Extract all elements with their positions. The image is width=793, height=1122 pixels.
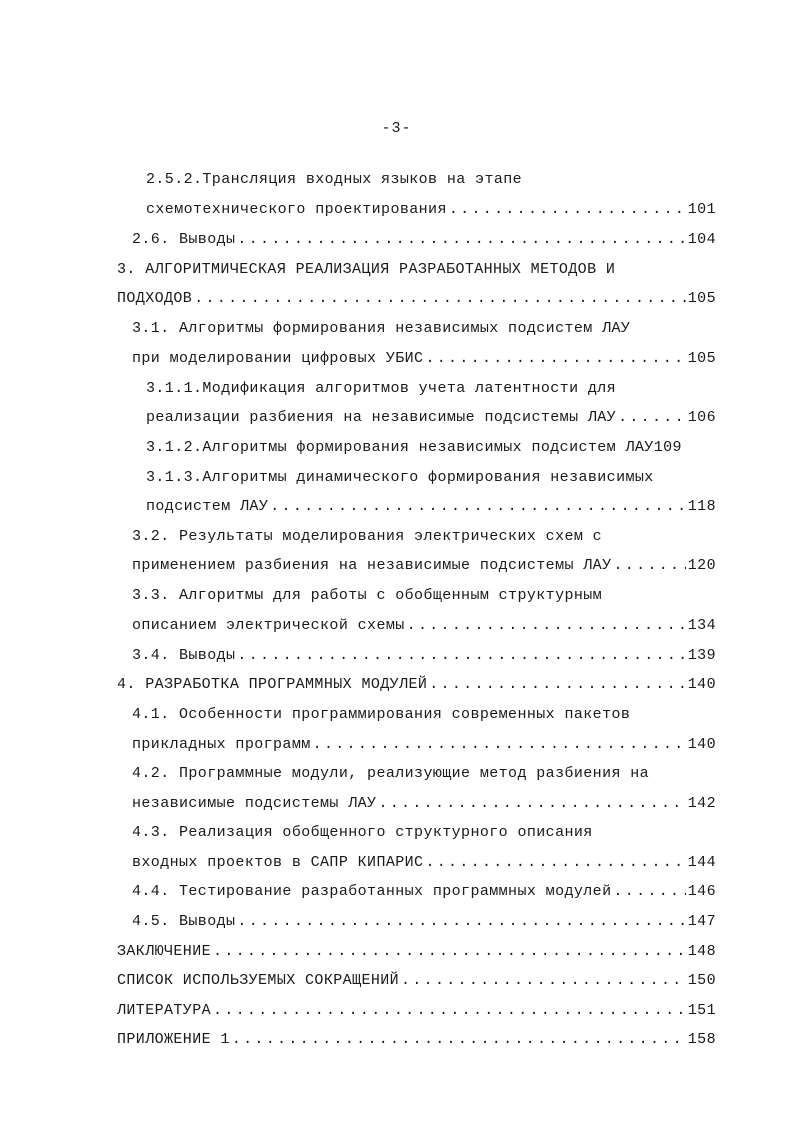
- toc-text: при моделировании цифровых УБИС: [132, 350, 424, 367]
- toc-page: 146: [687, 883, 716, 900]
- toc-page: 150: [687, 972, 716, 989]
- toc-entry-2-5-2-line2: [146, 200, 716, 220]
- toc-page: 120: [687, 557, 716, 574]
- dot-leader: [213, 1001, 686, 1021]
- toc-entry-4-4: [132, 882, 716, 902]
- toc-page: 105: [687, 290, 716, 307]
- toc-entry-3-1-3-line2: [146, 497, 716, 517]
- toc-text: входных проектов в САПР КИПАРИС: [132, 854, 424, 871]
- toc-entry-4: [117, 675, 716, 695]
- dot-leader: [313, 735, 686, 755]
- dot-leader: [613, 882, 685, 902]
- toc-entry-3-1-line1: 3.1. Алгоритмы формирования независимых подсистем ЛАУ: [132, 320, 631, 337]
- toc-entry-4-1-line1: 4.1. Особенности программирования современных пакетов: [132, 706, 631, 723]
- toc-text: 4. РАЗРАБОТКА ПРОГРАММНЫХ МОДУЛЕЙ: [117, 676, 428, 693]
- toc-page: 109: [653, 439, 682, 456]
- toc-entry-3-line2: [117, 289, 716, 309]
- toc-text: описанием электрической схемы: [132, 617, 405, 634]
- toc-entry-3-2-line1: 3.2. Результаты моделирования электрических схем с: [132, 528, 603, 545]
- toc-entry-3-1-3-line1: 3.1.3.Алгоритмы динамического формирования независимых: [146, 469, 654, 486]
- toc-entry-3-1-2: [146, 438, 682, 458]
- toc-text: ЗАКЛЮЧЕНИЕ: [117, 943, 212, 960]
- toc-text: ПРИЛОЖЕНИЕ 1: [117, 1031, 230, 1048]
- toc-entry-abbreviations: [117, 971, 716, 991]
- toc-entry-3-line1: 3. АЛГОРИТМИЧЕСКАЯ РЕАЛИЗАЦИЯ РАЗРАБОТАННЫХ МЕТОДОВ И: [117, 261, 616, 278]
- dot-leader: [425, 349, 685, 369]
- toc-text: прикладных программ: [132, 736, 311, 753]
- toc-entry-4-2-line2: [132, 794, 716, 814]
- dot-leader: [270, 497, 686, 517]
- toc-entry-references: [117, 1001, 716, 1021]
- dot-leader: [232, 1030, 686, 1050]
- toc-entry-appendix-1: [117, 1030, 716, 1050]
- dot-leader: [237, 646, 685, 666]
- toc-text: ПОДХОДОВ: [117, 290, 193, 307]
- toc-entry-4-3-line2: [132, 853, 716, 873]
- toc-page: 104: [687, 231, 716, 248]
- toc-text: ЛИТЕРАТУРА: [117, 1002, 212, 1019]
- toc-text: 2.6. Выводы: [132, 231, 236, 248]
- toc-text: 4.5. Выводы: [132, 913, 236, 930]
- toc-text: схемотехнического проектирования: [146, 201, 447, 218]
- toc-text: реализации разбиения на независимые подсистемы ЛАУ: [146, 409, 617, 426]
- dot-leader: [237, 912, 685, 932]
- dot-leader: [449, 200, 686, 220]
- toc-entry-2-5-2-line1: 2.5.2.Трансляция входных языков на этапе: [146, 171, 523, 188]
- toc-text: СПИСОК ИСПОЛЬЗУЕМЫХ СОКРАЩЕНИЙ: [117, 972, 400, 989]
- toc-page: 118: [687, 498, 716, 515]
- toc-page: 140: [687, 676, 716, 693]
- toc-entry-3-3-line1: 3.3. Алгоритмы для работы с обобщенным структурным: [132, 587, 603, 604]
- toc-page: 139: [687, 647, 716, 664]
- dot-leader: [194, 289, 686, 309]
- dot-leader: [213, 942, 686, 962]
- toc-page: 142: [687, 795, 716, 812]
- dot-leader: [407, 616, 686, 636]
- toc-entry-4-2-line1: 4.2. Программные модули, реализующие метод разбиения на: [132, 765, 650, 782]
- toc-entry-3-2-line2: [132, 556, 716, 576]
- toc-page: 101: [687, 201, 716, 218]
- dot-leader: [378, 794, 685, 814]
- toc-entry-3-1-line2: [132, 349, 716, 369]
- dot-leader: [613, 556, 685, 576]
- toc-entry-3-1-1-line1: 3.1.1.Модификация алгоритмов учета латентности для: [146, 380, 617, 397]
- toc-entry-4-1-line2: [132, 735, 716, 755]
- toc-entry-conclusion: [117, 942, 716, 962]
- toc-entry-2-6: [132, 230, 716, 250]
- dot-leader: [425, 853, 685, 873]
- toc-entry-3-3-line2: [132, 616, 716, 636]
- dot-leader: [618, 408, 686, 428]
- toc-page: 151: [687, 1002, 716, 1019]
- toc-text: 3.1.2.Алгоритмы формирования независимых подсистем ЛАУ: [146, 439, 654, 456]
- toc-page: 134: [687, 617, 716, 634]
- toc-page: 158: [687, 1031, 716, 1048]
- page-number: -3-: [381, 120, 412, 137]
- dot-leader: [429, 675, 686, 695]
- toc-text: 3.4. Выводы: [132, 647, 236, 664]
- dot-leader: [237, 230, 685, 250]
- toc-text: подсистем ЛАУ: [146, 498, 269, 515]
- toc-page: 148: [687, 943, 716, 960]
- toc-page: 144: [687, 854, 716, 871]
- toc-page: 105: [687, 350, 716, 367]
- toc-text: 4.4. Тестирование разработанных программных модулей: [132, 883, 612, 900]
- toc-page: 140: [687, 736, 716, 753]
- toc-entry-3-4: [132, 646, 716, 666]
- toc-page: 147: [687, 913, 716, 930]
- dot-leader: [401, 971, 686, 991]
- toc-text: применением разбиения на независимые подсистемы ЛАУ: [132, 557, 612, 574]
- toc-page: 106: [687, 409, 716, 426]
- toc-text: независимые подсистемы ЛАУ: [132, 795, 377, 812]
- toc-entry-4-3-line1: 4.3. Реализация обобщенного структурного описания: [132, 824, 593, 841]
- toc-entry-4-5: [132, 912, 716, 932]
- toc-entry-3-1-1-line2: [146, 408, 716, 428]
